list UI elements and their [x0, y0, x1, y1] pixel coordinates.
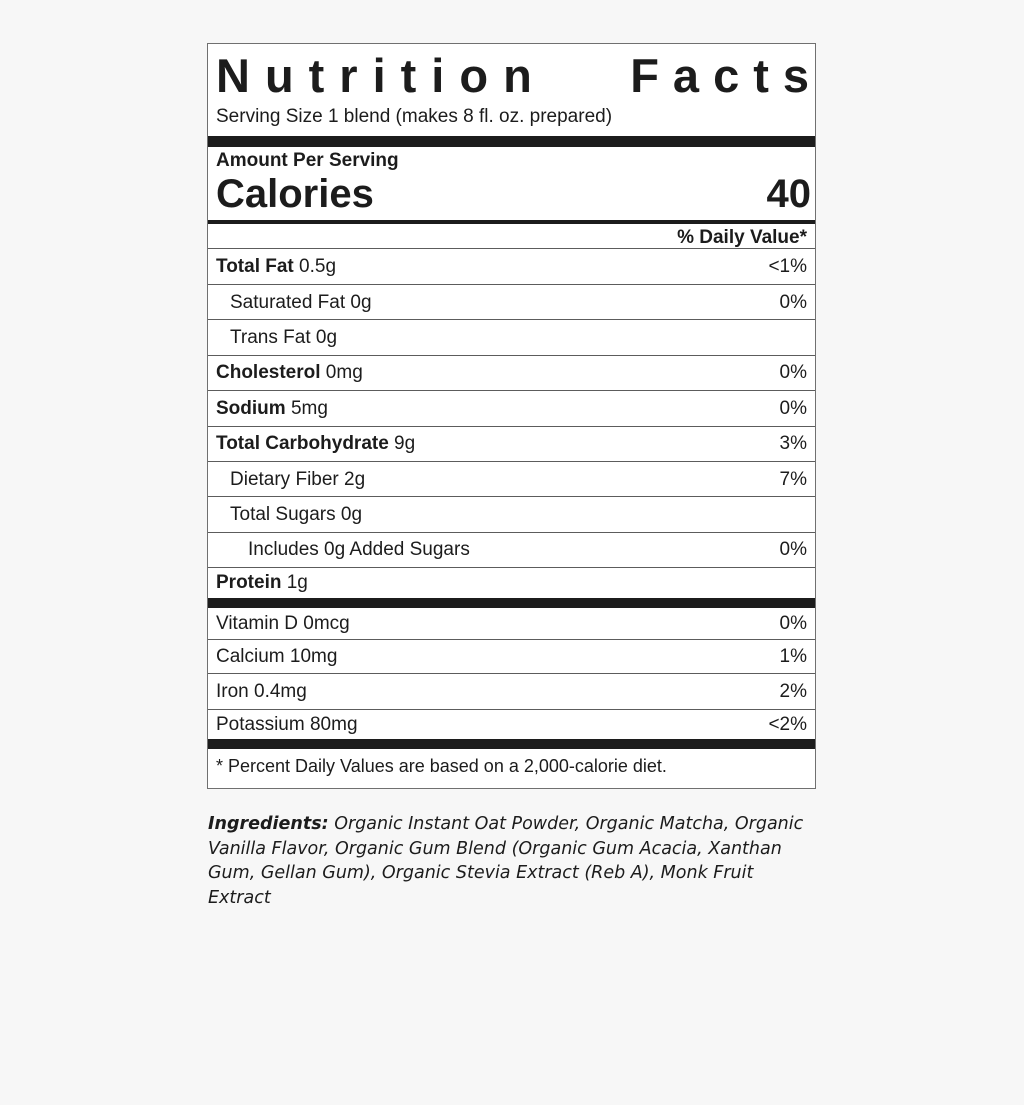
nutrient-label: Saturated Fat 0g: [230, 291, 372, 313]
nutrient-dv: <1%: [768, 255, 807, 277]
nutrition-facts-title: [216, 46, 823, 106]
nutrient-label: [216, 398, 328, 420]
nutrient-label: [216, 362, 363, 384]
nutrient-label: [216, 256, 336, 278]
vitamin-dv: 1%: [779, 645, 807, 667]
daily-value-header: % Daily Value*: [677, 227, 807, 248]
nutrient-label: Dietary Fiber 2g: [230, 468, 366, 490]
nutrient-label: [216, 433, 415, 455]
nutrient-amount: 0.5g: [293, 255, 337, 277]
nutrient-name: Cholesterol: [216, 362, 321, 383]
ingredients-text: Organic Instant Oat Powder, Organic Matcha, Organic Vanilla Flavor, Organic Gum Blend (Organic Gum Acacia, Xanthan Gum, Gellan Gum), Organic Stevia Extract (Reb A), Monk Fruit Extract: [208, 814, 804, 908]
title-word-nutrition: Nutrition: [216, 49, 547, 102]
nutrient-row-total-sugars: [208, 497, 815, 532]
nutrient-amount: 5mg: [285, 397, 328, 419]
ingredients-label: Ingredients:: [208, 814, 329, 834]
title-word-facts: Facts: [630, 49, 823, 102]
nutrient-dv: 0%: [779, 539, 807, 560]
nutrient-label: Trans Fat 0g: [230, 326, 338, 348]
nutrient-name: Total Fat: [216, 255, 294, 277]
nutrient-amount: 9g: [388, 433, 416, 454]
nutrient-row-added-sugars: [208, 533, 815, 567]
calories-label: Calories: [216, 172, 374, 216]
calories-value: 40: [766, 172, 811, 216]
vitamin-row-iron: [208, 674, 815, 709]
nutrient-row-sodium: [208, 391, 815, 426]
vitamin-label: Potassium 80mg: [216, 713, 358, 735]
vitamin-dv: 2%: [779, 680, 807, 702]
ingredients-statement: [208, 812, 808, 910]
nutrient-amount: 1g: [281, 572, 308, 593]
serving-size: Serving Size 1 blend (makes 8 fl. oz. prepared): [216, 106, 613, 127]
nutrition-facts-panel: [207, 43, 823, 789]
nutrient-row-total-carbohydrate: [208, 427, 815, 461]
nutrient-row-total-fat: [208, 249, 815, 284]
vitamin-label: Calcium 10mg: [216, 645, 338, 667]
nutrient-amount: 0mg: [320, 362, 363, 383]
nutrient-label: Includes 0g Added Sugars: [248, 539, 470, 560]
thick-divider-top: [208, 136, 815, 147]
nutrient-name: Protein: [216, 572, 282, 593]
vitamin-dv: 0%: [779, 612, 807, 634]
nutrient-row-cholesterol: [208, 356, 815, 390]
nutrient-row-protein: [208, 568, 815, 598]
vitamin-label: Vitamin D 0mcg: [216, 612, 350, 634]
nutrient-row-saturated-fat: [208, 285, 815, 320]
nutrient-dv: 7%: [779, 468, 807, 490]
nutrient-row-trans-fat: [208, 320, 815, 355]
nutrient-label: [216, 572, 308, 594]
amount-per-serving: Amount Per Serving: [216, 150, 399, 171]
nutrient-name: Total Carbohydrate: [216, 433, 389, 454]
vitamin-row-potassium: [208, 710, 815, 739]
nutrient-dv: 0%: [779, 362, 807, 383]
nutrient-dv: 0%: [779, 397, 807, 419]
nutrient-dv: 3%: [779, 433, 807, 454]
thick-divider-vitamins: [208, 598, 815, 608]
nutrient-label: Total Sugars 0g: [230, 503, 363, 525]
vitamin-row-vitamin-d: [208, 608, 815, 639]
nutrient-dv: 0%: [779, 291, 807, 313]
nutrient-row-dietary-fiber: [208, 462, 815, 497]
nutrient-name: Sodium: [216, 397, 286, 419]
thick-divider-footnote: [208, 739, 815, 749]
vitamin-label: Iron 0.4mg: [216, 680, 307, 702]
vitamin-dv: <2%: [768, 713, 807, 735]
daily-value-footnote: * Percent Daily Values are based on a 2,000-calorie diet.: [216, 756, 667, 776]
vitamin-row-calcium: [208, 640, 815, 673]
